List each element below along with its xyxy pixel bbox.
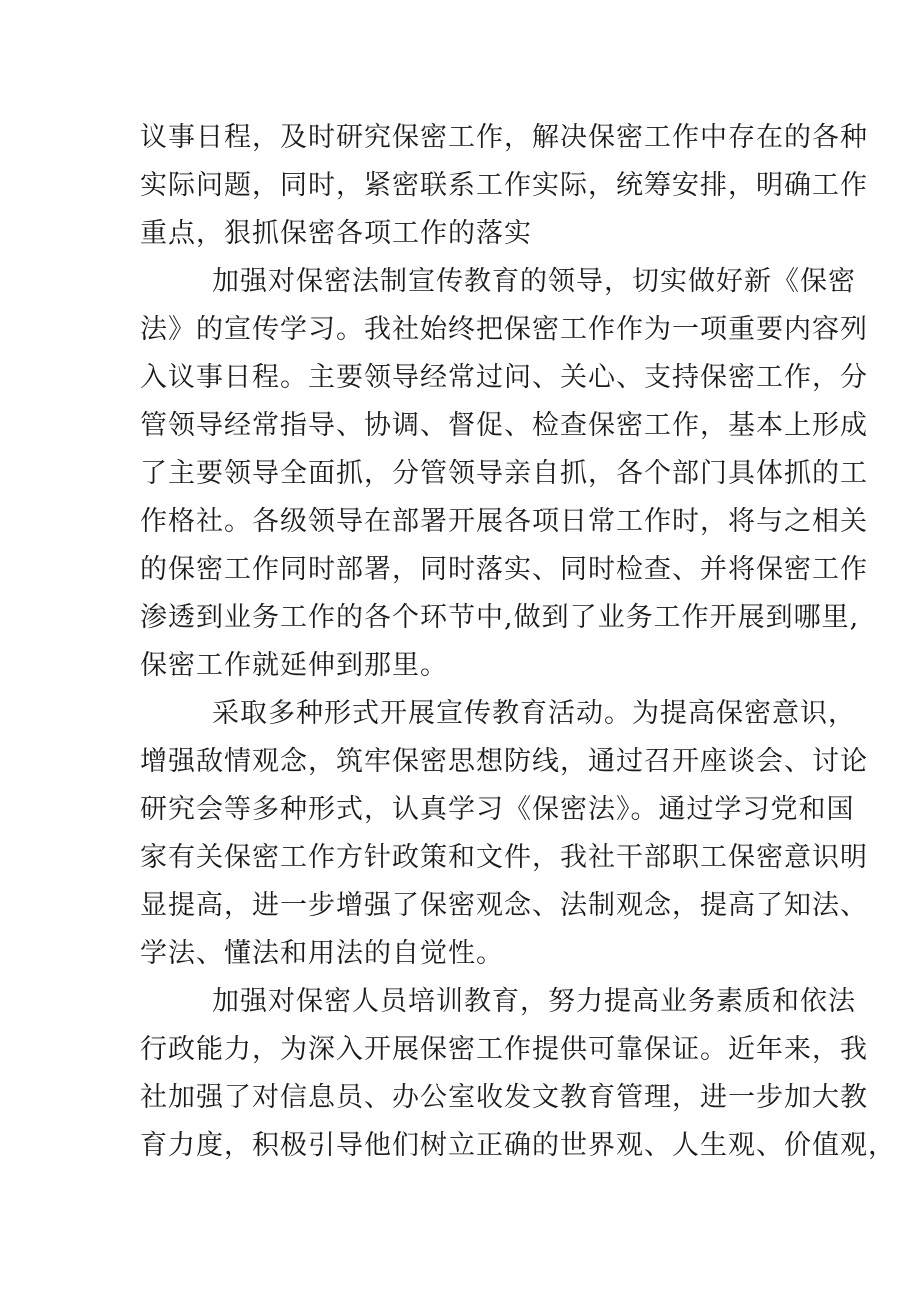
text-line: 保密工作就延伸到那里。 [140,650,448,681]
text-line: 育力度，积极引导他们树立正确的世界观、人生观、价值观， [140,1130,896,1161]
text-line: 家有关保密工作方针政策和文件，我社干部职工保密意识明 [140,842,868,873]
paragraph-3 [140,690,868,978]
text-line: 研究会等多种形式，认真学习《保密法》。通过学习党和国 [140,794,855,825]
text-line: 学法、懂法和用法的自觉性。 [140,938,504,969]
text-line: 采取多种形式开展宣传教育活动。为提高保密意识， [212,698,856,729]
text-line: 社加强了对信息员、办公室收发文教育管理，进一步加大教 [140,1082,868,1113]
text-line: 增强敌情观念，筑牢保密思想防线，通过召开座谈会、讨论 [140,746,868,777]
paragraph-2 [140,258,868,690]
text-line: 行政能力，为深入开展保密工作提供可靠保证。近年来，我 [140,1034,868,1065]
text-line: 议事日程，及时研究保密工作，解决保密工作中存在的各种 [140,122,868,153]
document-body [140,114,896,1170]
text-line: 管领导经常指导、协调、督促、检查保密工作，基本上形成 [140,410,868,441]
text-line: 了主要领导全面抓，分管领导亲自抓，各个部门具体抓的工 [140,458,868,489]
text-line: 加强对保密人员培训教育，努力提高业务素质和依法 [212,986,856,1017]
paragraph-1 [140,114,868,258]
text-line: 实际问题，同时，紧密联系工作实际，统筹安排，明确工作 [140,170,868,201]
text-line: 显提高，进一步增强了保密观念、法制观念，提高了知法、 [140,890,868,921]
text-line: 的保密工作同时部署，同时落实、同时检查、并将保密工作 [140,554,868,585]
text-line: 法》的宣传学习。我社始终把保密工作作为一项重要内容列 [140,314,868,345]
text-line: 作格社。各级领导在部署开展各项日常工作时，将与之相关 [140,506,868,537]
text-line: 重点，狠抓保密各项工作的落实 [140,218,532,249]
text-line: 渗透到业务工作的各个环节中,做到了业务工作开展到哪里, [140,602,860,633]
text-line: 加强对保密法制宣传教育的领导，切实做好新《保密 [212,266,856,297]
paragraph-4 [140,978,896,1170]
text-line: 入议事日程。主要领导经常过问、关心、支持保密工作，分 [140,362,868,393]
